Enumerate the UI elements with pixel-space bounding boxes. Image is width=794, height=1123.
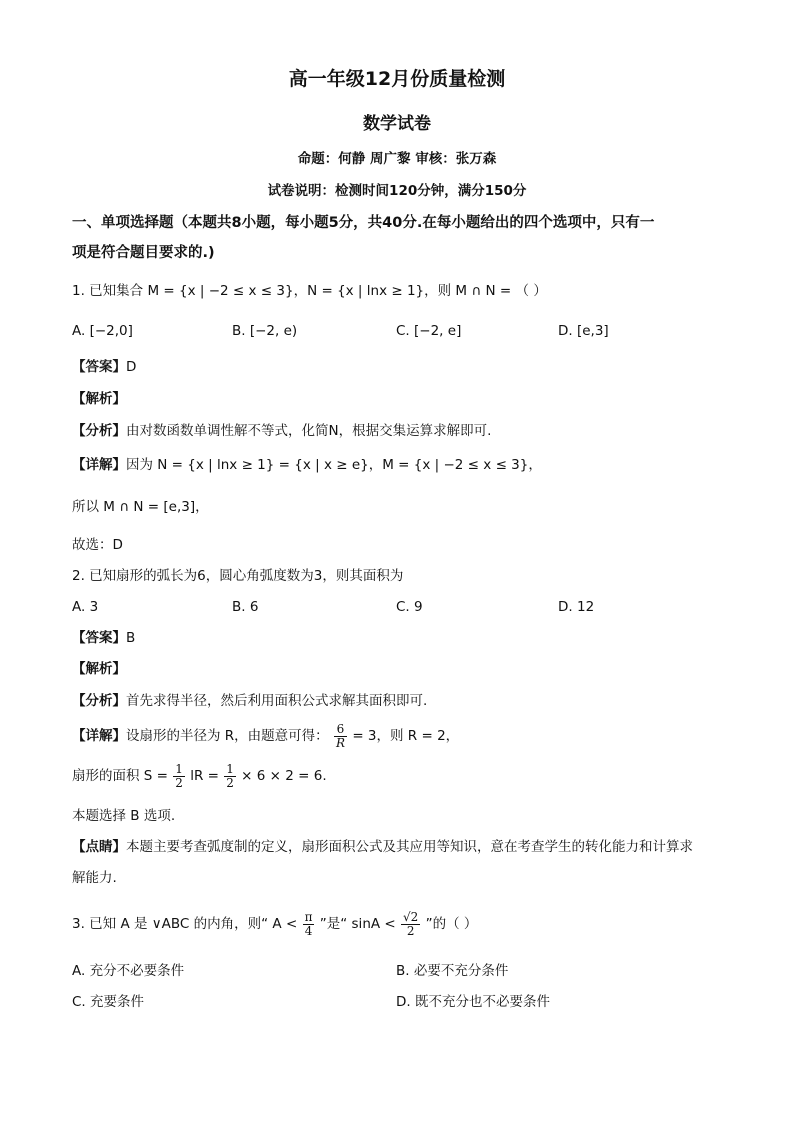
exam-authors: 命题：何静 周广黎 审核：张万森	[297, 151, 497, 167]
q1-option-d: D. [e,3]	[558, 323, 609, 339]
section-heading-line1: 一、单项选择题（本题共8小题，每小题5分，共40分.在每小题给出的四个选项中，只有一	[72, 215, 655, 231]
fraction-denominator: 2	[406, 923, 415, 938]
q2-answer: B	[126, 630, 136, 646]
q1-analysis-tag: 【解析】	[72, 391, 126, 407]
fraction-pi-over-4	[303, 911, 315, 938]
q2-analysis-tag: 【解析】	[72, 661, 126, 677]
section-heading-line2: 项是符合题目要求的.)	[72, 245, 215, 261]
q2-detail-pre: 设扇形的半径为 R，由题意可得：	[126, 728, 329, 744]
q2-area-line	[72, 760, 327, 792]
fraction-denominator: R	[335, 735, 346, 750]
q3-option-a: A. 充分不必要条件	[72, 963, 185, 979]
answer-tag: 【答案】	[72, 630, 126, 646]
q2-choose: 本题选择 B 选项.	[72, 808, 176, 824]
fraction-denominator: 4	[304, 923, 313, 938]
q2-comment-line2: 解能力.	[72, 870, 117, 886]
q2-fenxi-line	[72, 692, 427, 710]
fraction-denominator: 2	[226, 775, 234, 790]
q2-detail-line	[72, 720, 459, 752]
q3-stem-mid: ”是“ sinA <	[319, 916, 396, 932]
q2-fenxi: 首先求得半径，然后利用面积公式求解其面积即可.	[126, 693, 428, 709]
fraction-6-over-r	[334, 723, 347, 750]
detail-tag: 【详解】	[72, 457, 126, 473]
exam-subtitle: 数学试卷	[363, 114, 431, 134]
fraction-numerator: π	[304, 909, 313, 924]
q1-option-c: C. [−2, e]	[396, 323, 462, 339]
q2-option-d: D. 12	[558, 599, 595, 615]
fraction-numerator: 1	[175, 761, 183, 776]
q2-area-mid: lR =	[190, 768, 219, 784]
fraction-root2-over-2	[401, 911, 420, 938]
q2-comment-text: 本题主要考查弧度制的定义，扇形面积公式及其应用等知识，意在考查学生的转化能力和计算求	[126, 839, 693, 855]
q2-option-b: B. 6	[232, 599, 259, 615]
q1-line2: 所以 M ∩ N = [e,3]，	[72, 499, 209, 515]
q1-fenxi: 由对数函数单调性解不等式，化简N，根据交集运算求解即可.	[126, 423, 492, 439]
q1-answer-line	[72, 358, 136, 376]
q3-stem	[72, 906, 477, 942]
fenxi-tag: 【分析】	[72, 423, 126, 439]
q2-option-a: A. 3	[72, 599, 99, 615]
comment-tag: 【点睛】	[72, 839, 126, 855]
q3-option-b: B. 必要不充分条件	[396, 963, 509, 979]
q2-area-post: × 6 × 2 = 6.	[241, 768, 327, 784]
q2-detail-post: = 3，则 R = 2，	[352, 728, 460, 744]
fraction-numerator: 1	[226, 761, 234, 776]
q2-comment-line1	[72, 838, 693, 856]
q3-stem-pre: 3. 已知 A 是 ∨ABC 的内角，则“ A <	[72, 916, 298, 932]
q2-area-pre: 扇形的面积 S =	[72, 768, 168, 784]
q1-fenxi-line	[72, 422, 491, 440]
q3-option-c: C. 充要条件	[72, 994, 145, 1010]
exam-instructions: 试卷说明：检测时间120分钟，满分150分	[267, 183, 527, 199]
fraction-one-half	[224, 763, 236, 790]
fraction-one-half	[173, 763, 185, 790]
q3-stem-post: ”的（ ）	[425, 916, 478, 932]
q1-answer: D	[126, 359, 137, 375]
q2-stem: 2. 已知扇形的弧长为6，圆心角弧度数为3，则其面积为	[72, 568, 404, 584]
exam-title: 高一年级12月份质量检测	[288, 68, 506, 90]
q1-stem: 1. 已知集合 M = {x | −2 ≤ x ≤ 3}，N = {x | lnx ≥ 1}，则 M ∩ N = （ ）	[72, 283, 547, 299]
detail-tag: 【详解】	[72, 728, 126, 744]
q1-detail-line	[72, 456, 542, 474]
fraction-numerator: 6	[334, 723, 347, 737]
q2-option-c: C. 9	[396, 599, 423, 615]
q1-option-b: B. [−2, e)	[232, 323, 298, 339]
answer-tag: 【答案】	[72, 359, 126, 375]
q1-conclusion: 故选：D	[72, 537, 123, 553]
fraction-numerator: √2	[403, 909, 419, 924]
fraction-denominator: 2	[175, 775, 183, 790]
q3-option-d: D. 既不充分也不必要条件	[396, 994, 550, 1010]
q1-detail: 因为 N = {x | lnx ≥ 1} = {x | x ≥ e}，M = {x | −2 ≤ x ≤ 3}，	[126, 457, 542, 473]
q2-answer-line	[72, 629, 135, 647]
fenxi-tag: 【分析】	[72, 693, 126, 709]
q1-option-a: A. [−2,0]	[72, 323, 133, 339]
